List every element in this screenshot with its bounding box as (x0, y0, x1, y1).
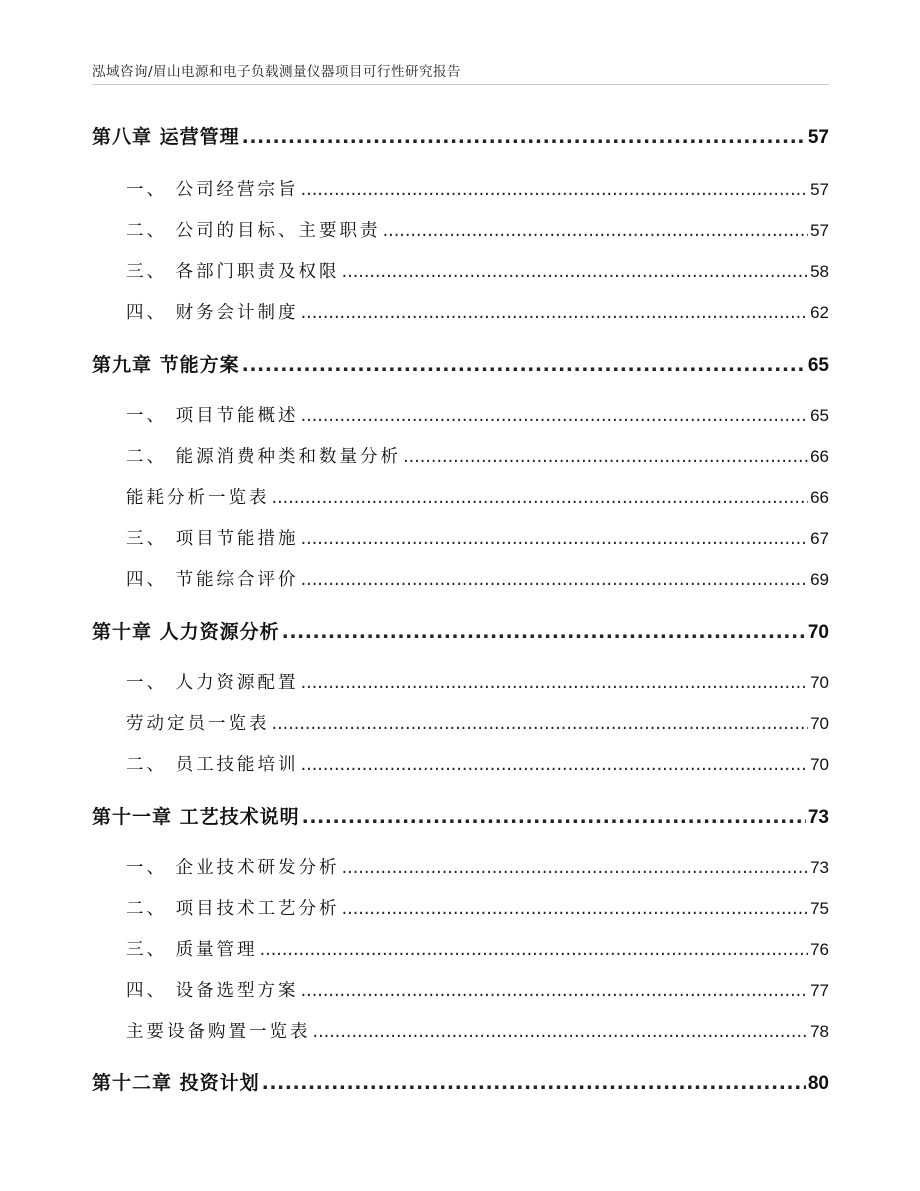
toc-entry-section[interactable] (92, 854, 829, 879)
toc-entry-page: 73 (810, 858, 829, 877)
toc-entry-page: 66 (810, 447, 829, 466)
toc-entry-page: 75 (810, 899, 829, 918)
toc-entry-section[interactable] (92, 936, 829, 961)
toc-leader-dots (260, 940, 809, 960)
toc-leader-dots (313, 1022, 809, 1042)
toc-entry-page: 70 (807, 622, 829, 643)
toc-leader-dots (301, 529, 809, 549)
toc-entry-title: 二、 员工技能培训 (126, 755, 299, 775)
toc-leader-dots (282, 621, 806, 643)
toc-entry-title: 三、 质量管理 (126, 940, 258, 960)
toc-entry-section[interactable] (92, 443, 829, 468)
toc-leader-dots (302, 806, 806, 828)
toc-entry-section[interactable] (92, 669, 829, 694)
toc-leader-dots (403, 447, 808, 467)
toc-entry-title: 第八章 运营管理 (92, 126, 240, 148)
toc-entry-section[interactable] (92, 299, 829, 324)
toc-entry-chapter-10[interactable] (92, 617, 829, 644)
toc-entry-table[interactable] (92, 1018, 829, 1043)
toc-entry-title: 四、 设备选型方案 (126, 981, 299, 1001)
toc-leader-dots (301, 673, 809, 693)
toc-entry-title: 一、 企业技术研发分析 (126, 858, 340, 878)
toc-entry-page: 80 (807, 1073, 829, 1094)
toc-entry-title: 二、 项目技术工艺分析 (126, 899, 340, 919)
toc-entry-title: 四、 财务会计制度 (126, 303, 299, 323)
toc-entry-section[interactable] (92, 751, 829, 776)
toc-entry-page: 70 (810, 755, 829, 774)
toc-entry-page: 65 (807, 355, 829, 376)
toc-entry-page: 67 (810, 529, 829, 548)
toc-entry-section[interactable] (92, 217, 829, 242)
toc-entry-page: 66 (810, 488, 829, 507)
toc-entry-section[interactable] (92, 895, 829, 920)
toc-entry-section[interactable] (92, 977, 829, 1002)
toc-entry-title: 第十章 人力资源分析 (92, 621, 280, 643)
toc-leader-dots (262, 1072, 806, 1094)
toc-entry-page: 76 (810, 940, 829, 959)
toc-entry-page: 70 (810, 673, 829, 692)
toc-entry-page: 58 (810, 262, 829, 281)
toc-leader-dots (301, 180, 809, 200)
toc-entry-title: 三、 项目节能措施 (126, 529, 299, 549)
toc-entry-chapter-11[interactable] (92, 802, 829, 829)
toc-entry-title: 劳动定员一览表 (126, 714, 270, 734)
toc-entry-page: 65 (810, 406, 829, 425)
toc-leader-dots (342, 858, 809, 878)
toc-entry-title: 四、 节能综合评价 (126, 570, 299, 590)
toc-leader-dots (301, 981, 809, 1001)
toc-entry-chapter-9[interactable] (92, 350, 829, 377)
toc-entry-title: 二、 公司的目标、主要职责 (126, 221, 381, 241)
toc-entry-page: 69 (810, 570, 829, 589)
toc-entry-table[interactable] (92, 710, 829, 735)
toc-leader-dots (301, 570, 809, 590)
page-header: 泓域咨询/眉山电源和电子负载测量仪器项目可行性研究报告 (92, 64, 462, 80)
toc-leader-dots (342, 262, 809, 282)
toc-entry-title: 一、 项目节能概述 (126, 406, 299, 426)
toc-entry-page: 70 (810, 714, 829, 733)
toc-entry-page: 57 (810, 180, 829, 199)
toc-leader-dots (272, 488, 809, 508)
toc-entry-table[interactable] (92, 484, 829, 509)
toc-entry-page: 78 (810, 1022, 829, 1041)
toc-entry-title: 二、 能源消费种类和数量分析 (126, 447, 402, 467)
toc-entry-section[interactable] (92, 258, 829, 283)
toc-entry-title: 第十二章 投资计划 (92, 1072, 260, 1094)
toc-leader-dots (301, 406, 809, 426)
toc-entry-page: 77 (810, 981, 829, 1000)
toc-entry-chapter-8[interactable] (92, 122, 829, 149)
toc-leader-dots (383, 221, 809, 241)
toc-leader-dots (242, 354, 806, 376)
toc-entry-page: 62 (810, 303, 829, 322)
toc-entry-title: 一、 人力资源配置 (126, 673, 299, 693)
toc-entry-page: 73 (807, 807, 829, 828)
toc-leader-dots (301, 303, 809, 323)
toc-entry-section[interactable] (92, 525, 829, 550)
toc-entry-section[interactable] (92, 176, 829, 201)
toc-leader-dots (301, 755, 809, 775)
header-divider (92, 84, 829, 85)
toc-leader-dots (272, 714, 809, 734)
toc-entry-title: 主要设备购置一览表 (126, 1022, 311, 1042)
toc-entry-title: 一、 公司经营宗旨 (126, 180, 299, 200)
toc-entry-section[interactable] (92, 566, 829, 591)
toc-entry-title: 三、 各部门职责及权限 (126, 262, 340, 282)
toc-entry-section[interactable] (92, 402, 829, 427)
toc-leader-dots (342, 899, 809, 919)
toc-entry-page: 57 (807, 127, 829, 148)
toc-leader-dots (242, 126, 806, 148)
toc-entry-title: 第十一章 工艺技术说明 (92, 806, 300, 828)
toc-entry-title: 第九章 节能方案 (92, 354, 240, 376)
toc-entry-page: 57 (810, 221, 829, 240)
toc-entry-chapter-12[interactable] (92, 1068, 829, 1095)
toc-entry-title: 能耗分析一览表 (126, 488, 270, 508)
